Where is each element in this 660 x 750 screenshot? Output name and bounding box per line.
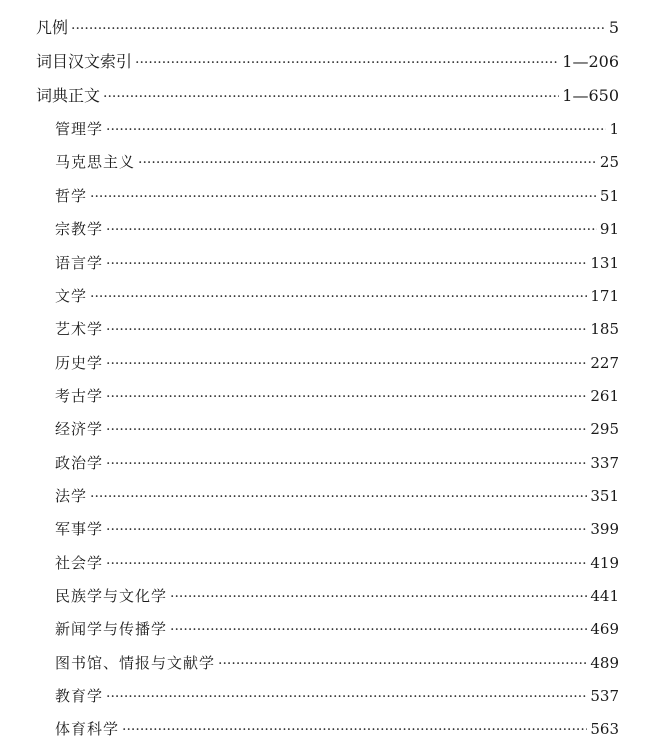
toc-subject-entry[interactable] bbox=[55, 651, 619, 675]
toc-subject-entry[interactable] bbox=[55, 251, 619, 275]
dot-leader bbox=[106, 118, 606, 141]
toc-subject-entry[interactable] bbox=[55, 451, 619, 475]
dot-leader bbox=[170, 618, 587, 641]
toc-entry-fanli[interactable] bbox=[36, 16, 619, 40]
toc-subject-entry[interactable] bbox=[55, 584, 619, 608]
toc-entry-title: 新闻学与传播学 bbox=[55, 620, 168, 638]
toc-entry-title: 马克思主义 bbox=[55, 153, 136, 171]
toc-entry-title: 历史学 bbox=[55, 354, 104, 372]
dot-leader bbox=[90, 285, 587, 308]
toc-entry-page: 441 bbox=[590, 587, 619, 605]
toc-subject-entry[interactable] bbox=[55, 417, 619, 441]
toc-subject-entry[interactable] bbox=[55, 150, 619, 174]
toc-entry-title: 词典正文 bbox=[36, 86, 101, 105]
toc-entry-page: 91 bbox=[599, 220, 619, 238]
toc-entry-title: 词目汉文索引 bbox=[36, 52, 133, 71]
toc-entry-page: 563 bbox=[590, 720, 619, 738]
toc-subject-entry[interactable] bbox=[55, 351, 619, 375]
toc-entry-page: 171 bbox=[590, 287, 619, 305]
toc-entry-page: 227 bbox=[590, 354, 619, 372]
toc-entry-title: 军事学 bbox=[55, 520, 104, 538]
dot-leader bbox=[122, 718, 587, 741]
toc-entry-title: 政治学 bbox=[55, 454, 104, 472]
toc-entry-title: 哲学 bbox=[55, 187, 88, 205]
dot-leader bbox=[106, 552, 587, 575]
toc-entry-page: 185 bbox=[590, 320, 619, 338]
toc-entry-title: 教育学 bbox=[55, 687, 104, 705]
toc-entry-page: 25 bbox=[599, 153, 619, 171]
toc-entry-title: 艺术学 bbox=[55, 320, 104, 338]
toc-entry-page: 1—206 bbox=[562, 52, 619, 71]
toc-entry-page: 537 bbox=[590, 687, 619, 705]
dot-leader bbox=[71, 17, 606, 40]
dot-leader bbox=[106, 452, 587, 475]
toc-entry-page: 5 bbox=[608, 18, 619, 37]
dot-leader bbox=[106, 352, 587, 375]
toc-entry-title: 民族学与文化学 bbox=[55, 587, 168, 605]
toc-subject-entry[interactable] bbox=[55, 617, 619, 641]
toc-entry-title: 文学 bbox=[55, 287, 88, 305]
toc-entry-title: 管理学 bbox=[55, 120, 104, 138]
toc-subject-entry[interactable] bbox=[55, 184, 619, 208]
toc-entry-title: 凡例 bbox=[36, 18, 69, 37]
toc-subject-entry[interactable] bbox=[55, 684, 619, 708]
dot-leader bbox=[90, 485, 587, 508]
dot-leader bbox=[106, 218, 597, 241]
toc-entry-title: 考古学 bbox=[55, 387, 104, 405]
dot-leader bbox=[138, 151, 597, 174]
toc-entry-title: 宗教学 bbox=[55, 220, 104, 238]
dot-leader bbox=[106, 685, 587, 708]
toc-entry-title: 语言学 bbox=[55, 254, 104, 272]
toc-entry-page: 351 bbox=[590, 487, 619, 505]
toc-entry-page: 51 bbox=[599, 187, 619, 205]
dot-leader bbox=[90, 185, 597, 208]
toc-subject-entry[interactable] bbox=[55, 117, 619, 141]
toc-entry-page: 1 bbox=[609, 120, 619, 138]
toc-entry-page: 131 bbox=[590, 254, 619, 272]
toc-entry-page: 469 bbox=[590, 620, 619, 638]
dot-leader bbox=[218, 652, 587, 675]
dot-leader bbox=[170, 585, 587, 608]
toc-entry-main-text[interactable] bbox=[36, 84, 619, 108]
dot-leader bbox=[135, 51, 559, 74]
toc-subject-entry[interactable] bbox=[55, 551, 619, 575]
toc-subject-entry[interactable] bbox=[55, 317, 619, 341]
toc-subject-entry[interactable] bbox=[55, 217, 619, 241]
toc-entry-title: 法学 bbox=[55, 487, 88, 505]
toc-entry-title: 经济学 bbox=[55, 420, 104, 438]
toc-subject-entry[interactable] bbox=[55, 284, 619, 308]
toc-entry-title: 图书馆、情报与文献学 bbox=[55, 654, 216, 672]
toc-entry-page: 295 bbox=[590, 420, 619, 438]
dot-leader bbox=[103, 85, 559, 108]
toc-subject-entry[interactable] bbox=[55, 484, 619, 508]
dot-leader bbox=[106, 252, 587, 275]
toc-entry-title: 体育科学 bbox=[55, 720, 120, 738]
toc-subject-entry[interactable] bbox=[55, 517, 619, 541]
toc-entry-page: 489 bbox=[590, 654, 619, 672]
dot-leader bbox=[106, 385, 587, 408]
toc-entry-page: 419 bbox=[590, 554, 619, 572]
toc-subject-entry[interactable] bbox=[55, 384, 619, 408]
toc-entry-index[interactable] bbox=[36, 50, 619, 74]
toc-entry-page: 337 bbox=[590, 454, 619, 472]
toc-entry-page: 1—650 bbox=[562, 86, 619, 105]
toc-entry-page: 261 bbox=[590, 387, 619, 405]
dot-leader bbox=[106, 418, 587, 441]
dot-leader bbox=[106, 318, 587, 341]
dot-leader bbox=[106, 518, 587, 541]
toc-entry-title: 社会学 bbox=[55, 554, 104, 572]
toc-entry-page: 399 bbox=[590, 520, 619, 538]
toc-subject-entry[interactable] bbox=[55, 717, 619, 741]
